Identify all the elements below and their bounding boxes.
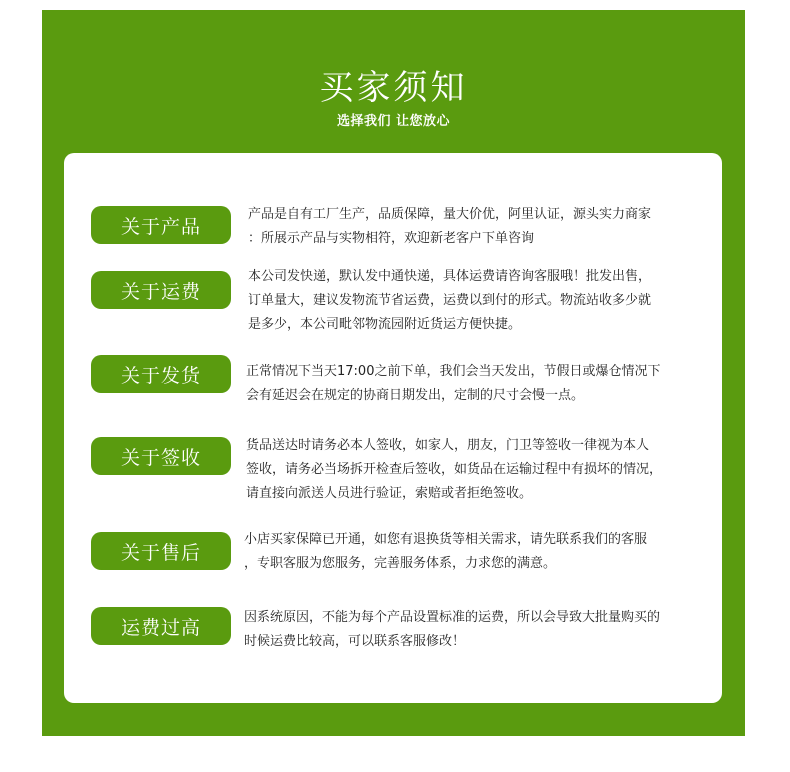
section-badge-shipping-fee: 关于运费 [91, 271, 231, 309]
section-line: 是多少，本公司毗邻物流园附近货运方便快捷。 [248, 317, 522, 332]
section-badge-after-sales: 关于售后 [91, 532, 231, 570]
section-line: 正常情况下当天17:00之前下单，我们会当天发出，节假日或爆仓情况下 [246, 364, 661, 379]
section-line: 签收，请务必当场拆开检查后签收，如货品在运输过程中有损坏的情况， [246, 462, 663, 477]
section-line: ，专职客服为您服务，完善服务体系，力求您的满意。 [244, 556, 557, 571]
section-line: 时候运费比较高，可以联系客服修改！ [244, 634, 466, 649]
section-line: 订单量大，建议发物流节省运费，运费以到付的形式。物流站收多少就 [248, 293, 652, 308]
section-badge-delivery: 关于发货 [91, 355, 231, 393]
section-text-delivery [246, 360, 660, 408]
section-line: 因系统原因，不能为每个产品设置标准的运费，所以会导致大批量购买的 [244, 610, 661, 625]
section-text-after-sales [244, 528, 647, 576]
section-text-shipping-fee [248, 265, 651, 337]
section-line: 请直接向派送人员进行验证，索赔或者拒绝签收。 [246, 486, 533, 501]
section-badge-high-shipping: 运费过高 [91, 607, 231, 645]
section-line: 小店买家保障已开通，如您有退换货等相关需求，请先联系我们的客服 [244, 532, 648, 547]
section-line: 产品是自有工厂生产，品质保障，量大价优，阿里认证，源头实力商家 [248, 207, 652, 222]
section-text-high-shipping [244, 606, 660, 654]
section-line: ：所展示产品与实物相符，欢迎新老客户下单咨询 [248, 231, 535, 246]
section-badge-receipt: 关于签收 [91, 437, 231, 475]
section-badge-product: 关于产品 [91, 206, 231, 244]
section-text-product [248, 203, 651, 251]
section-line: 本公司发快递，默认发中通快递，具体运费请咨询客服哦！批发出售， [248, 269, 652, 284]
section-line: 货品送达时请务必本人签收，如家人，朋友，门卫等签收一律视为本人 [246, 438, 650, 453]
page-subtitle: 选择我们 让您放心 [336, 114, 451, 129]
section-line: 会有延迟会在规定的协商日期发出，定制的尺寸会慢一点。 [246, 388, 585, 403]
section-text-receipt [246, 434, 662, 506]
page-title: 买家须知 [319, 68, 468, 108]
info-card [64, 153, 722, 703]
